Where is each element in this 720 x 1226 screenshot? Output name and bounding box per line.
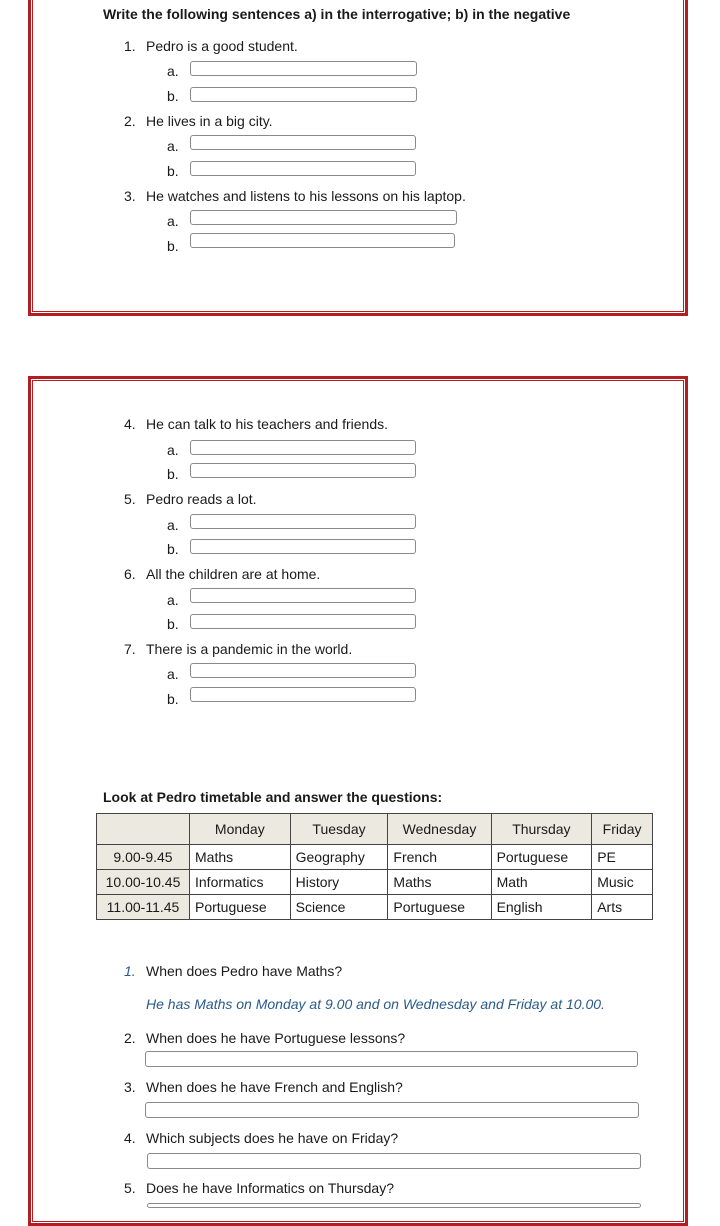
subject-cell: Portuguese	[190, 895, 291, 920]
question-number: 3.	[124, 1079, 136, 1095]
day-header: Thursday	[491, 814, 592, 845]
answer-input-3a[interactable]	[190, 210, 457, 225]
time-slot: 11.00-11.45	[97, 895, 190, 920]
subject-cell: Geography	[290, 845, 388, 870]
question-text: When does Pedro have Maths?	[146, 963, 343, 979]
subject-cell: Maths	[190, 845, 291, 870]
question-text: When does he have French and English?	[146, 1079, 403, 1095]
day-header: Friday	[592, 814, 653, 845]
question-number: 3.	[124, 188, 136, 204]
answer-label-b: b.	[167, 88, 179, 104]
timetable-heading: Look at Pedro timetable and answer the questions:	[103, 789, 443, 805]
subject-cell: Portuguese	[491, 845, 592, 870]
subject-cell: Portuguese	[388, 895, 491, 920]
answer-input-t5[interactable]	[147, 1203, 641, 1208]
day-header: Tuesday	[290, 814, 388, 845]
answer-input-2a[interactable]	[190, 135, 416, 150]
answer-input-t4[interactable]	[147, 1153, 641, 1169]
answer-label-a: a.	[167, 138, 179, 154]
answer-input-6a[interactable]	[190, 588, 416, 603]
question-number: 4.	[124, 416, 136, 432]
question-number: 1.	[124, 38, 136, 54]
answer-label-b: b.	[167, 616, 179, 632]
question-text: When does he have Portuguese lessons?	[146, 1030, 406, 1046]
answer-input-5b[interactable]	[190, 539, 416, 554]
answer-label-a: a.	[167, 517, 179, 533]
timetable-question-1	[124, 963, 342, 979]
answer-label-a: a.	[167, 592, 179, 608]
timetable-question-2	[124, 1030, 405, 1046]
question-2	[124, 113, 273, 129]
question-text: He can talk to his teachers and friends.	[146, 416, 389, 432]
question-number: 2.	[124, 1030, 136, 1046]
question-number: 2.	[124, 113, 136, 129]
question-text: He watches and listens to his lessons on his laptop.	[146, 188, 466, 204]
answer-input-1b[interactable]	[190, 87, 417, 102]
answer-input-t2[interactable]	[145, 1051, 638, 1067]
question-7	[124, 641, 352, 657]
time-slot: 10.00-10.45	[97, 870, 190, 895]
timetable-corner	[97, 814, 190, 845]
timetable-question-4	[124, 1130, 398, 1146]
question-text: Pedro reads a lot.	[146, 491, 257, 507]
question-number: 5.	[124, 491, 136, 507]
timetable-question-5	[124, 1180, 394, 1196]
question-4	[124, 416, 388, 432]
answer-input-t3[interactable]	[145, 1102, 639, 1118]
question-text: All the children are at home.	[146, 566, 321, 582]
day-header: Monday	[190, 814, 291, 845]
question-number: 6.	[124, 566, 136, 582]
timetable-header-row	[97, 814, 653, 845]
answer-label-b: b.	[167, 541, 179, 557]
table-row	[97, 895, 653, 920]
question-text: There is a pandemic in the world.	[146, 641, 353, 657]
answer-label-b: b.	[167, 238, 179, 254]
subject-cell: English	[491, 895, 592, 920]
answer-input-5a[interactable]	[190, 514, 416, 529]
answer-label-a: a.	[167, 666, 179, 682]
question-text: Does he have Informatics on Thursday?	[146, 1180, 394, 1196]
answer-label-a: a.	[167, 213, 179, 229]
question-text: Pedro is a good student.	[146, 38, 298, 54]
subject-cell: Music	[592, 870, 653, 895]
subject-cell: History	[290, 870, 388, 895]
answer-input-7b[interactable]	[190, 687, 416, 702]
table-row	[97, 845, 653, 870]
answer-input-3b[interactable]	[190, 233, 455, 248]
answer-input-2b[interactable]	[190, 161, 416, 176]
subject-cell: Maths	[388, 870, 491, 895]
question-text: He lives in a big city.	[146, 113, 273, 129]
subject-cell: Science	[290, 895, 388, 920]
subject-cell: Arts	[592, 895, 653, 920]
answer-label-a: a.	[167, 63, 179, 79]
subject-cell: French	[388, 845, 491, 870]
timetable	[96, 813, 653, 920]
answer-label-b: b.	[167, 466, 179, 482]
question-1	[124, 38, 298, 54]
answer-input-4a[interactable]	[190, 440, 416, 455]
subject-cell: Informatics	[190, 870, 291, 895]
question-6	[124, 566, 320, 582]
answer-label-b: b.	[167, 691, 179, 707]
example-answer: He has Maths on Monday at 9.00 and on Wednesday and Friday at 10.00.	[146, 996, 605, 1012]
question-text: Which subjects does he have on Friday?	[146, 1130, 399, 1146]
answer-input-7a[interactable]	[190, 663, 416, 678]
day-header: Wednesday	[388, 814, 491, 845]
question-number: 7.	[124, 641, 136, 657]
answer-input-1a[interactable]	[190, 61, 417, 76]
question-3	[124, 188, 466, 204]
question-number: 1.	[124, 963, 136, 979]
table-row	[97, 870, 653, 895]
answer-input-6b[interactable]	[190, 614, 416, 629]
subject-cell: Math	[491, 870, 592, 895]
question-number: 4.	[124, 1130, 136, 1146]
subject-cell: PE	[592, 845, 653, 870]
question-number: 5.	[124, 1180, 136, 1196]
time-slot: 9.00-9.45	[97, 845, 190, 870]
question-5	[124, 491, 257, 507]
answer-label-a: a.	[167, 442, 179, 458]
answer-label-b: b.	[167, 163, 179, 179]
exercise-heading: Write the following sentences a) in the interrogative; b) in the negative	[103, 6, 571, 22]
answer-input-4b[interactable]	[190, 463, 416, 478]
timetable-question-3	[124, 1079, 403, 1095]
